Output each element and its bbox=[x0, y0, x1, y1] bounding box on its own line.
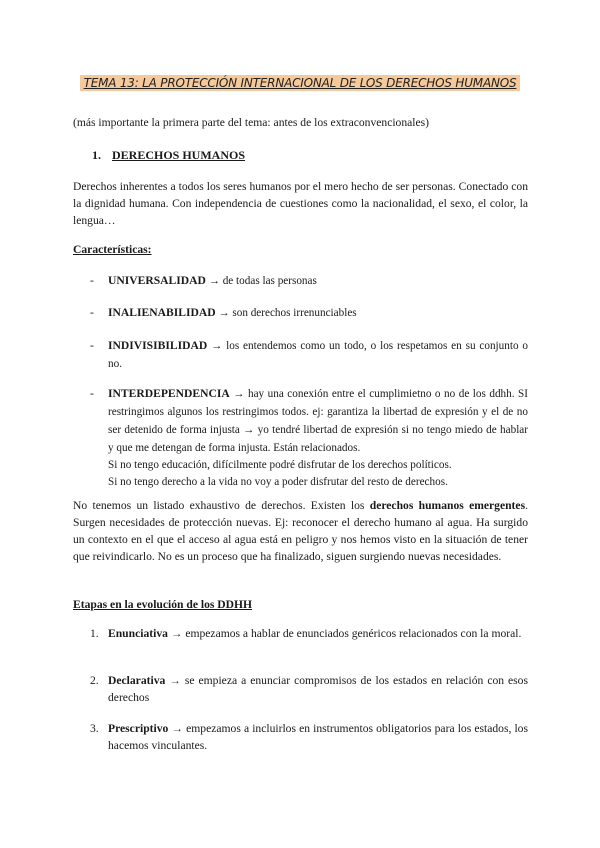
description: → empezamos a hablar de enunciados genéricos relacionados con la moral. bbox=[167, 627, 522, 640]
etapa-declarativa bbox=[90, 672, 528, 706]
term: Enunciativa bbox=[108, 627, 168, 640]
title-wrap bbox=[0, 75, 600, 91]
term: UNIVERSALIDAD bbox=[108, 274, 206, 287]
description: → empezamos a incluirlos en instrumentos obligatorios para los estados, los hacemos vinculantes. bbox=[108, 722, 528, 752]
emergentes-text: No tenemos un listado exhaustivo de derechos. Existen los bbox=[73, 499, 370, 512]
bullet: - bbox=[90, 387, 94, 400]
section-number: 1. bbox=[92, 148, 101, 162]
list-item-indivisibilidad bbox=[90, 337, 528, 373]
caracteristicas-heading-text: Características: bbox=[73, 243, 152, 256]
number: 2. bbox=[90, 674, 99, 687]
bullet: - bbox=[90, 306, 94, 319]
topic-note: (más importante la primera parte del tema: antes de los extraconvencionales) bbox=[73, 116, 430, 129]
etapas-heading bbox=[73, 596, 528, 613]
etapa-enunciativa bbox=[90, 625, 528, 642]
bullet: - bbox=[90, 274, 94, 287]
term: INALIENABILIDAD bbox=[108, 306, 216, 319]
term: INDIVISIBILIDAD bbox=[108, 339, 208, 352]
number: 3. bbox=[90, 722, 99, 735]
section-heading-derechos-humanos bbox=[92, 148, 245, 163]
etapas-heading-text: Etapas en la evolución de los DDHH bbox=[73, 598, 253, 611]
extra-line: Si no tengo derecho a la vida no voy a poder disfrutar del resto de derechos. bbox=[108, 476, 448, 488]
section-title: DERECHOS HUMANOS bbox=[112, 148, 246, 162]
emergentes-text-after: . Surgen necesidades de protección nuevas. Ej: reconocer el derecho humano al agua. Ha surgido un contexto en el que el acceso al agua está en peligro y nos hemos visto en la situación de tener que reivindicarlo. No es un proceso que ha finalizado, siguen surgiendo nuevas necesidades. bbox=[73, 499, 528, 563]
description: → son derechos irrenunciables bbox=[215, 307, 357, 319]
number: 1. bbox=[90, 627, 99, 640]
intro-paragraph: Derechos inherentes a todos los seres humanos por el mero hecho de ser personas. Conectado con la dignidad humana. Con independencia de cuestiones como la nacionalidad, el sexo, el color, la lengua… bbox=[73, 180, 528, 227]
etapa-prescriptivo bbox=[90, 720, 528, 754]
description: → de todas las personas bbox=[205, 275, 317, 287]
caracteristicas-heading bbox=[73, 241, 528, 258]
extra-line: Si no tengo educación, difícilmente podré disfrutar de los derechos políticos. bbox=[108, 459, 452, 471]
term: Declarativa bbox=[108, 674, 166, 687]
list-item-interdependencia bbox=[90, 385, 528, 491]
list-item-universalidad bbox=[90, 272, 528, 290]
emergentes-paragraph bbox=[73, 497, 528, 565]
term: Prescriptivo bbox=[108, 722, 169, 735]
page-title: TEMA 13: LA PROTECCIÓN INTERNACIONAL DE LOS DERECHOS HUMANOS bbox=[80, 75, 521, 91]
list-item-inalienabilidad bbox=[90, 304, 528, 322]
description: → los entendemos como un todo, o los respetamos en su conjunto o no. bbox=[108, 340, 528, 370]
term: INTERDEPENDENCIA bbox=[108, 387, 230, 400]
emergentes-bold: derechos humanos emergentes bbox=[369, 499, 526, 512]
description: → hay una conexión entre el cumplimietno o no de los ddhh. SI restringimos algunos los restringimos todos. ej: garantiza la libertad de expresión y el de no ser detenido de forma injusta → yo tendré libertad de expresión si no tengo miedo de hablar y que me detengan de forma injusta. Están relacionados. bbox=[108, 388, 528, 454]
description: → se empieza a enunciar compromisos de los estados en relación con esos derechos bbox=[108, 674, 528, 704]
bullet: - bbox=[90, 339, 94, 352]
